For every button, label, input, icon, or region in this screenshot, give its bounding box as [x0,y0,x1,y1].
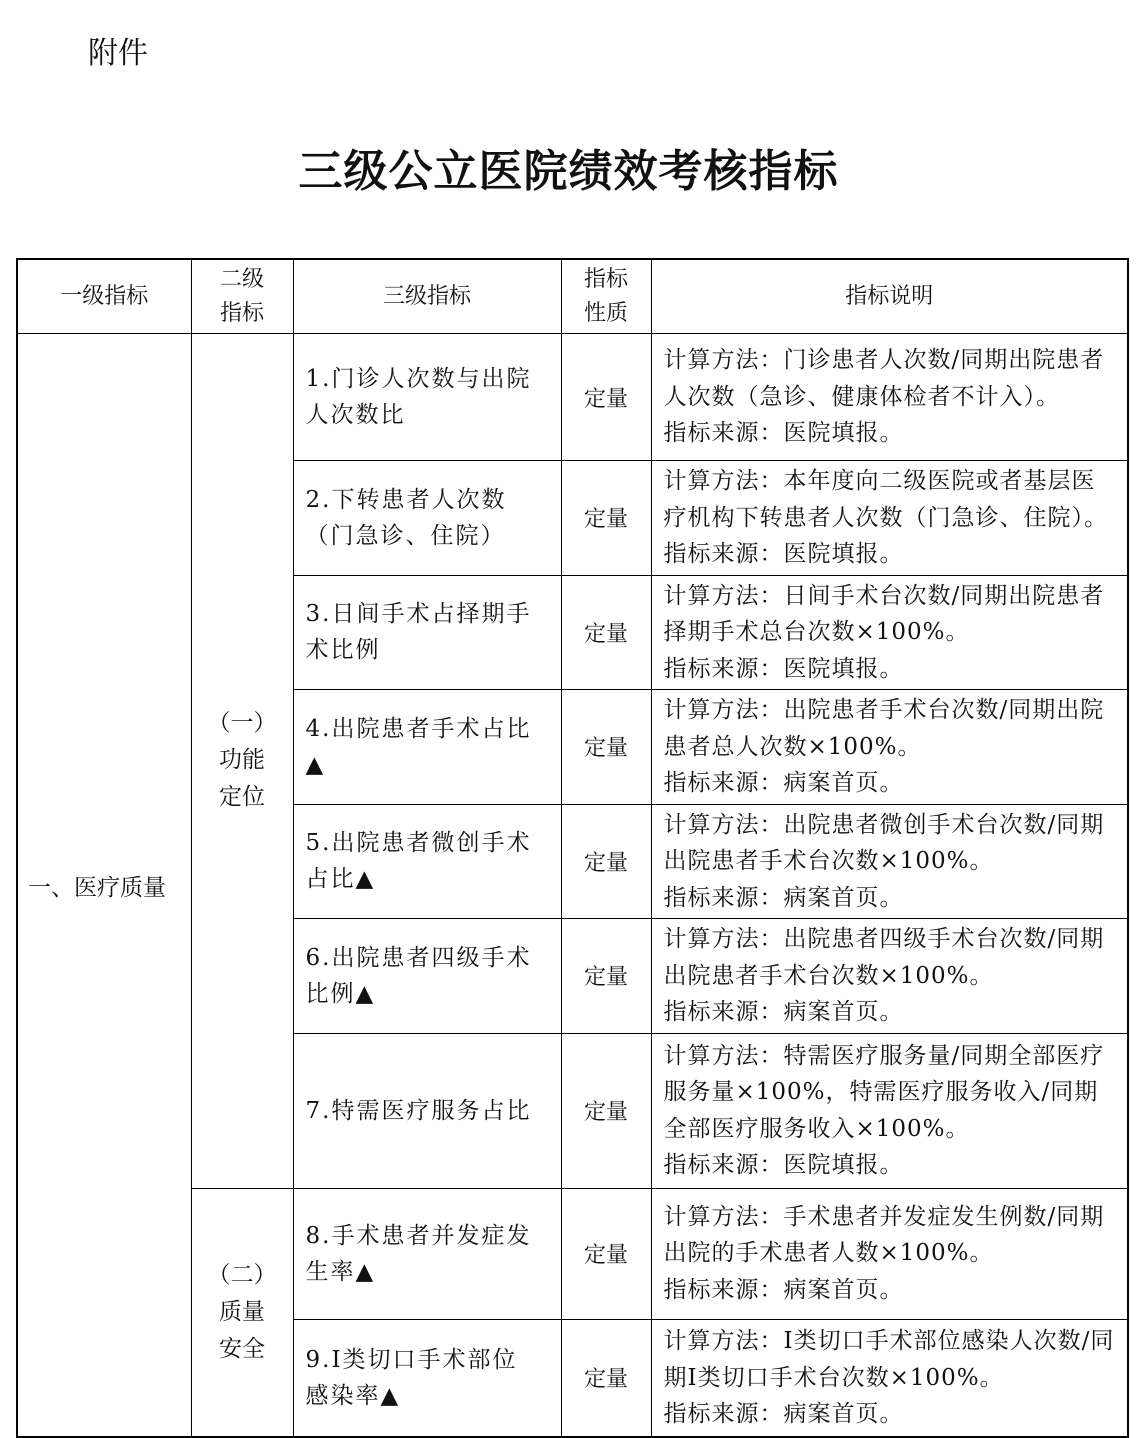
table-header-row [17,259,1128,334]
source-text: 指标来源：病案首页。 [663,1401,904,1427]
header-level2-line2: 指标 [219,300,264,326]
source-text: 指标来源：医院填报。 [663,541,904,567]
nature-cell: 定量 [561,575,651,690]
level3-line: 术比例 [305,637,381,664]
level3-line: 感染率▲ [305,1382,401,1409]
nature-cell: 定量 [561,1319,651,1437]
header-level3: 三级指标 [293,259,561,334]
level3-cell [293,804,561,919]
header-level1: 一级指标 [17,259,191,334]
source-text: 指标来源：医院填报。 [663,655,904,682]
level3-cell [293,1319,561,1437]
method-text: 计算方法：本年度向二级医院或者基层医疗机构下转患者人次数（门急诊、住院）。 [663,468,1108,531]
description-cell [651,461,1128,576]
level3-line: 3.日间手术占择期手 [305,601,532,628]
indicator-table [16,258,1129,1438]
level2-cell-function [191,334,293,1189]
level3-line: ▲ [305,751,326,778]
level3-line: （门急诊、住院） [305,522,506,549]
level3-cell [293,575,561,690]
source-text: 指标来源：病案首页。 [663,884,904,911]
description-cell [651,804,1128,919]
level3-line: 占比▲ [305,866,376,893]
level2-line: 定位 [219,784,265,811]
header-nature-line1: 指标 [583,266,628,292]
level3-line: 5.出院患者微创手术 [305,830,532,857]
level3-line: 生率▲ [305,1258,376,1285]
level3-cell [293,1188,561,1319]
level2-line: 安全 [219,1335,265,1362]
method-text: 计算方法：特需医疗服务量/同期全部医疗服务量×100%，特需医疗服务收入/同期全部医疗服务收入×100%。 [663,1042,1105,1142]
source-text: 指标来源：医院填报。 [663,420,904,447]
nature-cell: 定量 [561,1188,651,1319]
level1-cell: 一、医疗质量 [17,334,191,1438]
source-text: 指标来源：病案首页。 [663,999,904,1025]
level2-line: 功能 [219,747,265,774]
nature-cell: 定量 [561,1033,651,1188]
level3-line: 8.手术患者并发症发 [305,1222,532,1249]
header-nature [561,259,651,334]
method-text: 计算方法：出院患者微创手术台次数/同期出院患者手术台次数×100%。 [663,811,1105,874]
level3-cell [293,461,561,576]
description-cell [651,1033,1128,1188]
method-text: 计算方法：Ⅰ类切口手术部位感染人次数/同期Ⅰ类切口手术台次数×100%。 [663,1328,1115,1391]
description-cell [651,1319,1128,1437]
level2-line: （一） [207,710,277,737]
nature-cell: 定量 [561,804,651,919]
level3-cell [293,919,561,1034]
nature-cell: 定量 [561,919,651,1034]
header-level2 [191,259,293,334]
level3-line: 4.出院患者手术占比 [305,715,532,742]
level3-line: 9.Ⅰ类切口手术部位 [305,1346,518,1373]
level3-line: 6.出院患者四级手术 [305,944,532,971]
method-text: 计算方法：出院患者四级手术台次数/同期出院患者手术台次数×100%。 [663,926,1105,989]
nature-cell: 定量 [561,690,651,805]
method-text: 计算方法：手术患者并发症发生例数/同期出院的手术患者人数×100%。 [663,1203,1105,1267]
attachment-label: 附件 [88,36,148,71]
source-text: 指标来源：医院填报。 [663,1152,904,1178]
level2-cell-quality [191,1188,293,1437]
description-cell [651,919,1128,1034]
level3-line: 人次数比 [305,402,406,428]
table-row [17,334,1128,461]
level3-line: 2.下转患者人次数 [305,486,507,513]
method-text: 计算方法：门诊患者人次数/同期出院患者人次数（急诊、健康体检者不计入）。 [663,347,1105,410]
header-description: 指标说明 [651,259,1128,334]
source-text: 指标来源：病案首页。 [663,770,904,796]
description-cell [651,1188,1128,1319]
level3-line: 7.特需医疗服务占比 [305,1097,532,1124]
level3-line: 比例▲ [305,980,376,1007]
source-text: 指标来源：病案首页。 [663,1276,904,1303]
level3-cell [293,334,561,461]
description-cell [651,575,1128,690]
level3-cell [293,1033,561,1188]
description-cell [651,334,1128,461]
level3-line: 1.门诊人次数与出院 [305,366,532,392]
nature-cell: 定量 [561,334,651,461]
header-level2-line1: 二级 [219,266,264,292]
level2-line: 质量 [219,1298,265,1325]
nature-cell: 定量 [561,461,651,576]
header-nature-line2: 性质 [583,300,628,326]
level2-line: （二） [207,1261,277,1288]
document-title: 三级公立医院绩效考核指标 [298,146,839,197]
method-text: 计算方法：出院患者手术台次数/同期出院患者总人次数×100%。 [663,697,1105,760]
method-text: 计算方法：日间手术台次数/同期出院患者择期手术总台次数×100%。 [663,582,1105,645]
description-cell [651,690,1128,805]
level3-cell [293,690,561,805]
